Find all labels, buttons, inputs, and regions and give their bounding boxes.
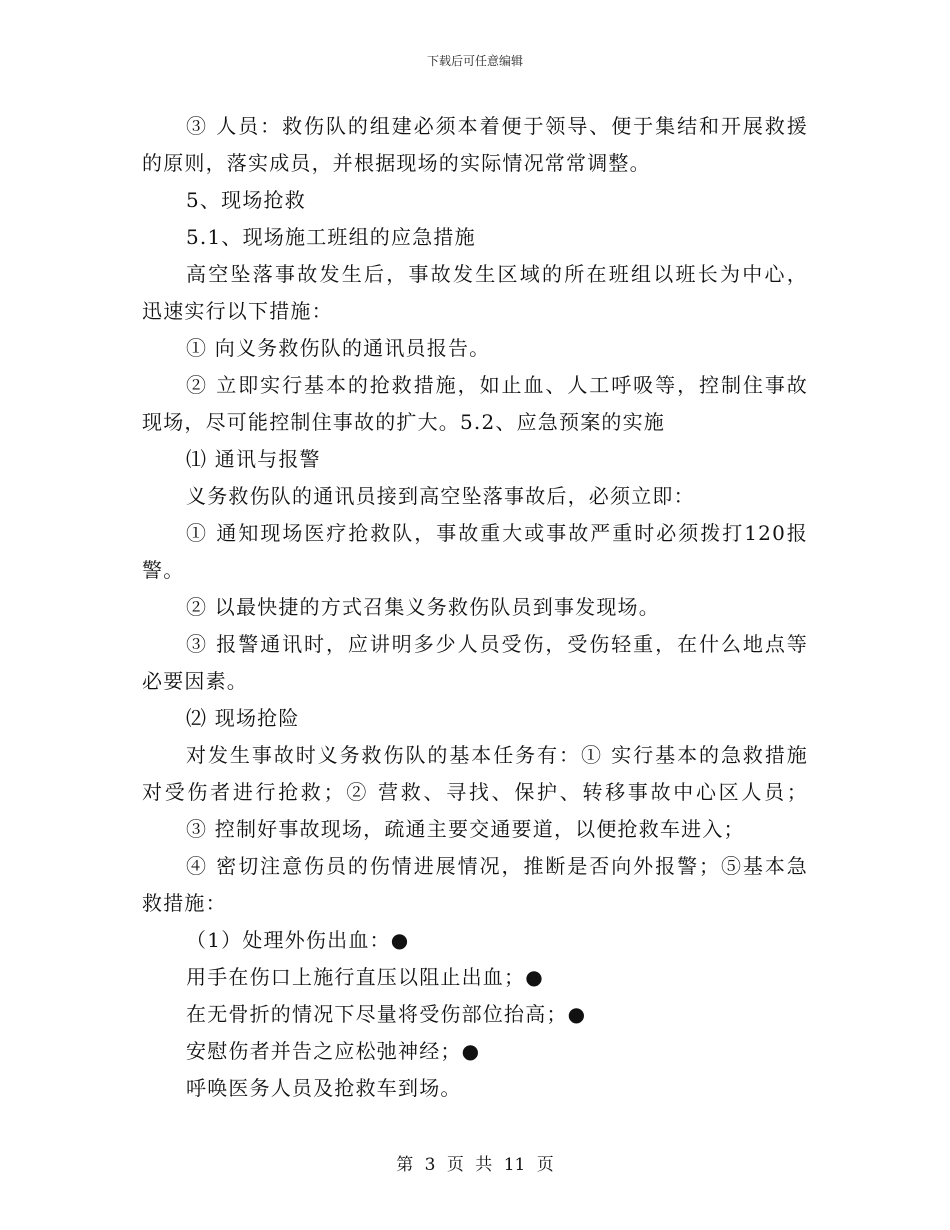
body-line: 的原则，落实成员，并根据现场的实际情况常常调整。: [142, 151, 651, 175]
list-item: 呼唤医务人员及抢救车到场。: [186, 1076, 462, 1100]
section-heading: 5、现场抢救: [186, 188, 306, 212]
list-item: 安慰伤者并告之应松弛神经；●: [186, 1039, 481, 1063]
body-line: ② 立即实行基本的抢救措施，如止血、人工呼吸等，控制住事故: [186, 373, 808, 397]
list-item: 用手在伤口上施行直压以阻止出血；●: [186, 965, 544, 989]
body-line: ③ 控制好事故现场，疏通主要交通要道，以便抢救车进入；: [186, 817, 745, 841]
subsection-heading: ⑴ 通讯与报警: [186, 447, 321, 471]
body-line: 警。: [142, 558, 185, 582]
body-line: 义务救伤队的通讯员接到高空坠落事故后，必须立即：: [186, 484, 695, 508]
body-line: ③ 人员：救伤队的组建必须本着便于领导、便于集结和开展救援: [186, 114, 808, 138]
body-line: 必要因素。: [142, 669, 248, 693]
body-line: 救措施：: [142, 891, 227, 915]
body-line: 对受伤者进行抢救；② 营救、寻找、保护、转移事故中心区人员；: [142, 780, 808, 804]
document-body: [142, 108, 808, 1107]
body-line: ① 向义务救伤队的通讯员报告。: [186, 336, 491, 360]
page-header: 下载后可任意编辑: [426, 54, 523, 68]
body-line: 高空坠落事故发生后，事故发生区域的所在班组以班长为中心，: [186, 262, 808, 286]
body-line: ① 通知现场医疗抢救队，事故重大或事故严重时必须拨打120报: [186, 521, 808, 545]
list-item: 在无骨折的情况下尽量将受伤部位抬高；●: [186, 1002, 587, 1026]
subsection-heading: 5.1、现场施工班组的应急措施: [186, 225, 476, 249]
body-line: ② 以最快捷的方式召集义务救伤队员到事发现场。: [186, 595, 660, 619]
body-line: 对发生事故时义务救伤队的基本任务有：① 实行基本的急救措施: [186, 743, 808, 767]
body-line: ④ 密切注意伤员的伤情进展情况，推断是否向外报警；⑤基本急: [186, 854, 808, 878]
list-heading: （1）处理外伤出血：●: [186, 928, 410, 952]
page-number-footer: 第 3 页 共 11 页: [396, 1155, 554, 1175]
body-line: 迅速实行以下措施：: [142, 299, 333, 323]
body-line: ③ 报警通讯时，应讲明多少人员受伤，受伤轻重，在什么地点等: [186, 632, 808, 656]
body-line: 现场，尽可能控制住事故的扩大。5.2、应急预案的实施: [142, 410, 666, 434]
subsection-heading: ⑵ 现场抢险: [186, 706, 300, 730]
